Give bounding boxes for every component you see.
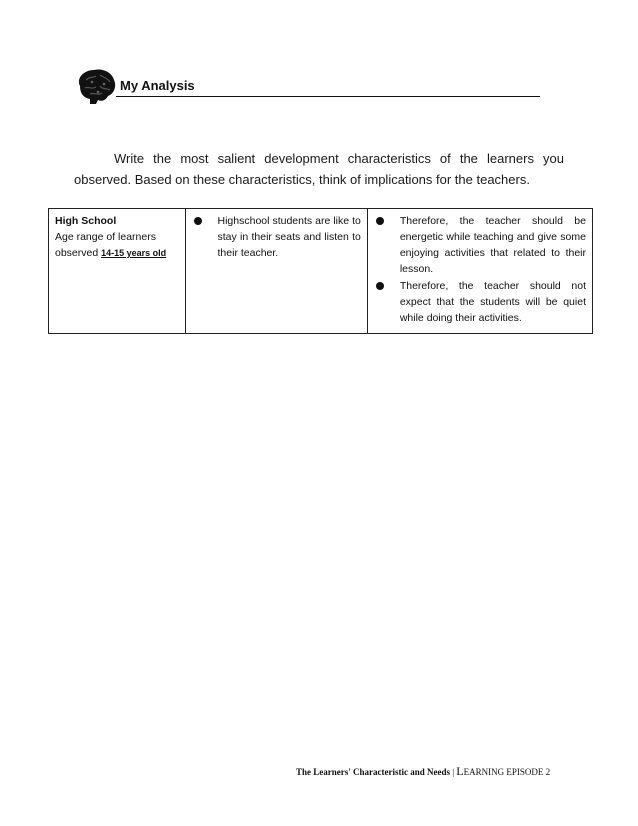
bullet-icon xyxy=(194,217,202,225)
bullet-icon xyxy=(376,282,384,290)
characteristics-cell xyxy=(186,209,368,333)
section-divider xyxy=(116,96,540,97)
section-header xyxy=(72,66,540,98)
bullet-icon xyxy=(376,217,384,225)
list-item: Therefore, the teacher should not expect that the students will be quiet while doing their activities. xyxy=(374,278,586,326)
footer-episode: EARNING EPISODE 2 xyxy=(463,767,551,777)
list-item: Therefore, the teacher should be energetic while teaching and give some enjoying activities that related to their lesson. xyxy=(374,213,586,277)
list-item: Highschool students are like to stay in their seats and listen to their teacher. xyxy=(192,213,361,261)
brain-icon xyxy=(72,66,118,106)
analysis-table xyxy=(48,208,593,334)
page-footer xyxy=(296,764,550,779)
footer-separator: | xyxy=(452,767,455,777)
age-range-line xyxy=(55,245,179,261)
age-range-value: 14-15 years old xyxy=(101,248,167,258)
age-range-label: Age range of learners xyxy=(55,231,156,243)
observed-label: observed xyxy=(55,247,99,259)
implications-cell xyxy=(368,209,592,333)
table-row xyxy=(49,209,592,333)
footer-title: The Learners' Characteristic and Needs xyxy=(296,767,450,777)
intro-paragraph xyxy=(74,148,564,190)
school-level: High School xyxy=(55,215,117,227)
learner-info-cell xyxy=(49,209,186,333)
intro-text: Write the most salient development characteristics of the learners you observed. Based on these characteristics, think of implications for the teachers. xyxy=(74,151,564,187)
section-title: My Analysis xyxy=(120,78,195,93)
footer-episode-initial: L xyxy=(456,764,464,778)
